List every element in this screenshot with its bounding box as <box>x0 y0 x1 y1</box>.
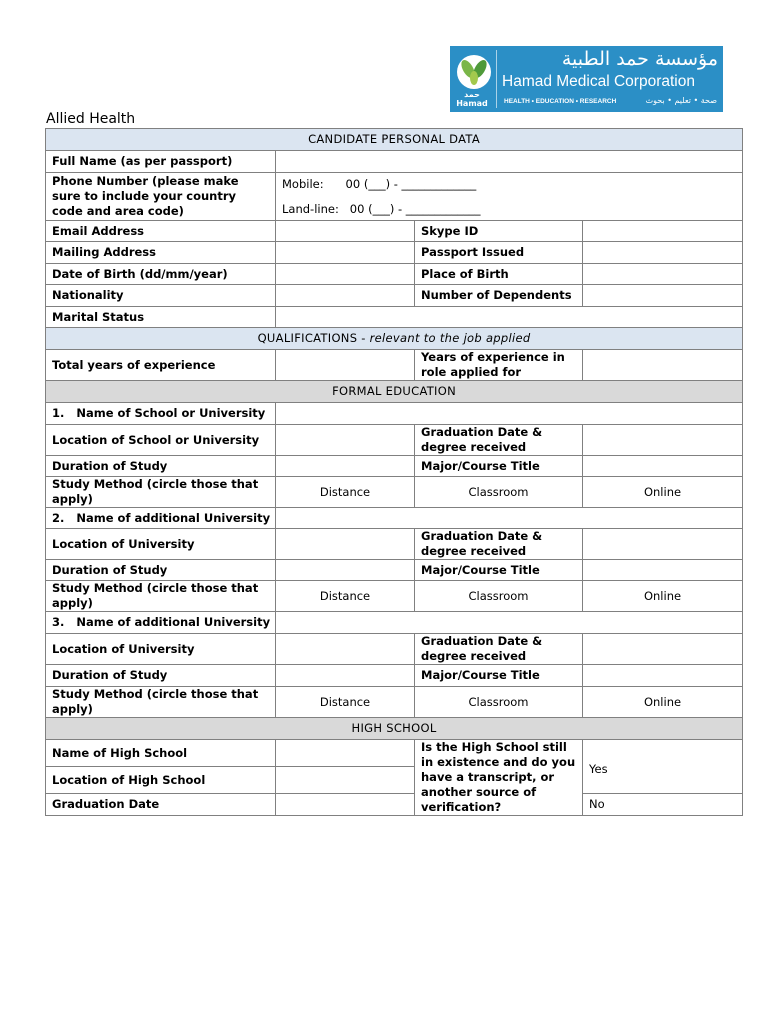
role-experience-label: Years of experience in role applied for <box>415 350 583 381</box>
full-name-label: Full Name (as per passport) <box>46 151 276 173</box>
dependents-label: Number of Dependents <box>415 285 583 307</box>
high-school-location-label: Location of High School <box>46 767 276 794</box>
school-3-graduation-label: Graduation Date & degree received <box>415 634 583 665</box>
school-3-classroom-option[interactable]: Classroom <box>415 687 583 718</box>
high-school-graduation-field[interactable] <box>276 794 415 816</box>
emblem-english: Hamad <box>456 99 488 108</box>
total-experience-label: Total years of experience <box>46 350 276 381</box>
school-2-classroom-option[interactable]: Classroom <box>415 581 583 612</box>
mobile-label: Mobile: <box>282 177 324 191</box>
logo-tagline-ar: صحة • تعليم • بحوث <box>645 96 717 105</box>
formal-education-header: FORMAL EDUCATION <box>46 381 743 403</box>
high-school-name-field[interactable] <box>276 740 415 767</box>
mailing-address-field[interactable] <box>276 242 415 264</box>
place-of-birth-field[interactable] <box>583 264 743 285</box>
school-1-major-label: Major/Course Title <box>415 456 583 477</box>
school-2-online-option[interactable]: Online <box>583 581 743 612</box>
landline-value: 00 (___) - _____________ <box>349 202 481 216</box>
school-3-location-field[interactable] <box>276 634 415 665</box>
dependents-field[interactable] <box>583 285 743 307</box>
school-3-name-label: 3. Name of additional University <box>46 612 276 634</box>
school-3-method-label: Study Method (circle those that apply) <box>46 687 276 718</box>
school-1-location-label: Location of School or University <box>46 425 276 456</box>
emblem-arabic: حمد <box>464 90 480 99</box>
school-2-distance-option[interactable]: Distance <box>276 581 415 612</box>
logo-english-name: Hamad Medical Corporation <box>502 73 695 90</box>
school-2-name-field[interactable] <box>276 508 743 529</box>
school-2-graduation-field[interactable] <box>583 529 743 560</box>
high-school-no-option[interactable]: No <box>583 794 743 816</box>
high-school-header: HIGH SCHOOL <box>46 718 743 740</box>
phone-field[interactable] <box>276 173 743 221</box>
role-experience-field[interactable] <box>583 350 743 381</box>
school-1-distance-option[interactable]: Distance <box>276 477 415 508</box>
school-1-online-option[interactable]: Online <box>583 477 743 508</box>
logo-arabic-name: مؤسسة حمد الطبية <box>561 48 718 70</box>
school-1-location-field[interactable] <box>276 425 415 456</box>
hamad-logo <box>450 46 723 112</box>
school-3-major-field[interactable] <box>583 665 743 687</box>
full-name-field[interactable] <box>276 151 743 173</box>
school-1-graduation-label: Graduation Date & degree received <box>415 425 583 456</box>
mailing-address-label: Mailing Address <box>46 242 276 264</box>
phone-label: Phone Number (please make sure to include your country code and area code) <box>46 173 276 221</box>
landline-line <box>282 201 736 217</box>
school-1-graduation-field[interactable] <box>583 425 743 456</box>
nationality-label: Nationality <box>46 285 276 307</box>
school-1-classroom-option[interactable]: Classroom <box>415 477 583 508</box>
school-1-name-label: 1. Name of School or University <box>46 403 276 425</box>
school-2-method-label: Study Method (circle those that apply) <box>46 581 276 612</box>
school-2-major-label: Major/Course Title <box>415 560 583 581</box>
school-2-major-field[interactable] <box>583 560 743 581</box>
emblem-caption <box>450 90 494 108</box>
qualifications-header-main: QUALIFICATIONS - <box>257 331 370 345</box>
mobile-line <box>282 176 736 192</box>
total-experience-field[interactable] <box>276 350 415 381</box>
passport-issued-field[interactable] <box>583 242 743 264</box>
high-school-location-field[interactable] <box>276 767 415 794</box>
school-2-name-label: 2. Name of additional University <box>46 508 276 529</box>
school-3-graduation-field[interactable] <box>583 634 743 665</box>
logo-divider <box>496 50 497 108</box>
school-3-location-label: Location of University <box>46 634 276 665</box>
school-1-method-label: Study Method (circle those that apply) <box>46 477 276 508</box>
qualifications-header <box>46 328 743 350</box>
marital-status-field[interactable] <box>276 307 743 328</box>
email-field[interactable] <box>276 221 415 242</box>
school-3-distance-option[interactable]: Distance <box>276 687 415 718</box>
mobile-value: 00 (___) - _____________ <box>345 177 477 191</box>
skype-label: Skype ID <box>415 221 583 242</box>
school-1-duration-label: Duration of Study <box>46 456 276 477</box>
school-1-major-field[interactable] <box>583 456 743 477</box>
application-form <box>45 128 743 816</box>
school-3-major-label: Major/Course Title <box>415 665 583 687</box>
marital-status-label: Marital Status <box>46 307 276 328</box>
high-school-name-label: Name of High School <box>46 740 276 767</box>
place-of-birth-label: Place of Birth <box>415 264 583 285</box>
page-title: Allied Health <box>46 111 136 127</box>
dob-label: Date of Birth (dd/mm/year) <box>46 264 276 285</box>
high-school-yes-option[interactable]: Yes <box>583 740 743 794</box>
school-2-location-label: Location of University <box>46 529 276 560</box>
logo-tagline-en: HEALTH • EDUCATION • RESEARCH <box>504 98 617 105</box>
email-label: Email Address <box>46 221 276 242</box>
dob-field[interactable] <box>276 264 415 285</box>
school-1-duration-field[interactable] <box>276 456 415 477</box>
qualifications-header-italic: relevant to the job applied <box>369 331 531 345</box>
skype-field[interactable] <box>583 221 743 242</box>
high-school-graduation-label: Graduation Date <box>46 794 276 816</box>
school-1-name-field[interactable] <box>276 403 743 425</box>
high-school-verification-question: Is the High School still in existence and do you have a transcript, or another source of verification? <box>415 740 583 816</box>
school-2-graduation-label: Graduation Date & degree received <box>415 529 583 560</box>
passport-issued-label: Passport Issued <box>415 242 583 264</box>
school-2-duration-label: Duration of Study <box>46 560 276 581</box>
personal-data-header: CANDIDATE PERSONAL DATA <box>46 129 743 151</box>
landline-label: Land-line: <box>282 202 339 216</box>
school-3-online-option[interactable]: Online <box>583 687 743 718</box>
school-2-location-field[interactable] <box>276 529 415 560</box>
school-3-duration-field[interactable] <box>276 665 415 687</box>
school-3-duration-label: Duration of Study <box>46 665 276 687</box>
school-2-duration-field[interactable] <box>276 560 415 581</box>
nationality-field[interactable] <box>276 285 415 307</box>
school-3-name-field[interactable] <box>276 612 743 634</box>
